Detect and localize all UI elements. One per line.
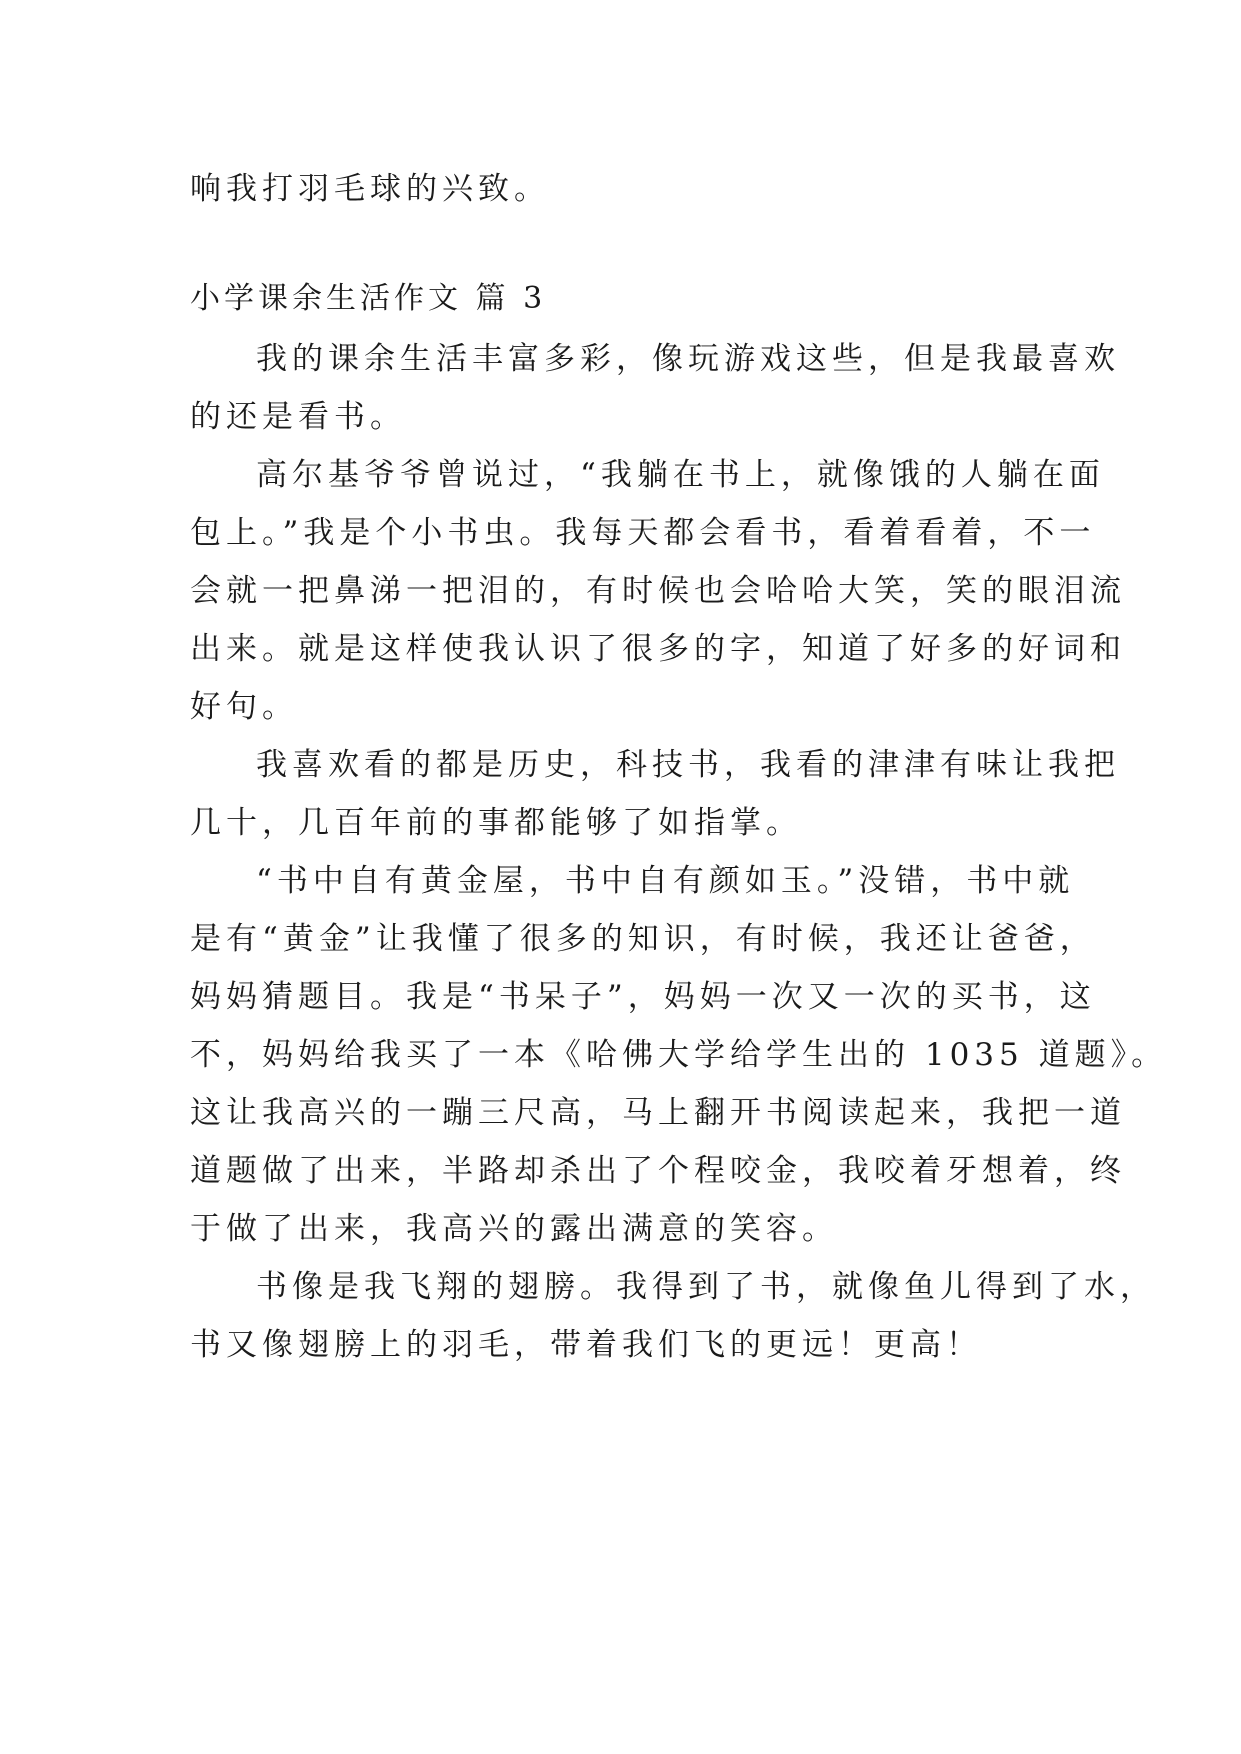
paragraph-line: 妈妈猜题目。我是“书呆子”，妈妈一次又一次的买书，这	[190, 979, 1096, 1015]
paragraph-line: 不，妈妈给我买了一本《哈佛大学给学生出的 1035 道题》。	[190, 1037, 1168, 1073]
paragraph-line: 书又像翅膀上的羽毛，带着我们飞的更远！更高！	[190, 1327, 982, 1363]
paragraph-5	[190, 1258, 1156, 1374]
paragraph-line: 的还是看书。	[190, 399, 406, 435]
paragraph-line: 好句。	[190, 689, 298, 725]
paragraph-line: 这让我高兴的一蹦三尺高，马上翻开书阅读起来，我把一道	[190, 1095, 1126, 1131]
carryover-line: 响我打羽毛球的兴致。	[190, 171, 550, 207]
paragraph-3	[190, 736, 1120, 852]
paragraph-line: 几十，几百年前的事都能够了如指掌。	[190, 805, 802, 841]
document-body	[190, 160, 1168, 1374]
paragraph-line: 出来。就是这样使我认识了很多的字，知道了好多的好词和	[190, 631, 1126, 667]
paragraph-line: 包上。”我是个小书虫。我每天都会看书，看着看着，不一	[190, 515, 1096, 551]
paragraph-line: 书像是我飞翔的翅膀。我得到了书，就像鱼儿得到了水，	[256, 1269, 1156, 1305]
paragraph-line: 我的课余生活丰富多彩，像玩游戏这些，但是我最喜欢	[256, 341, 1120, 377]
paragraph-line: 我喜欢看的都是历史，科技书，我看的津津有味让我把	[256, 747, 1120, 783]
paragraph-2	[190, 446, 1126, 736]
paragraph-1	[190, 330, 1120, 446]
paragraph-line: 高尔基爷爷曾说过，“我躺在书上，就像饿的人躺在面	[256, 457, 1105, 493]
paragraph-line: “书中自有黄金屋，书中自有颜如玉。”没错，书中就	[256, 863, 1075, 899]
paragraph-4	[190, 852, 1168, 1258]
section-title: 小学课余生活作文 篇 3	[190, 281, 547, 316]
paragraph-line: 是有“黄金”让我懂了很多的知识，有时候，我还让爸爸，	[190, 921, 1096, 957]
paragraph-line: 道题做了出来，半路却杀出了个程咬金，我咬着牙想着，终	[190, 1153, 1126, 1189]
paragraph-line: 于做了出来，我高兴的露出满意的笑容。	[190, 1211, 838, 1247]
paragraph-line: 会就一把鼻涕一把泪的，有时候也会哈哈大笑，笑的眼泪流	[190, 573, 1126, 609]
